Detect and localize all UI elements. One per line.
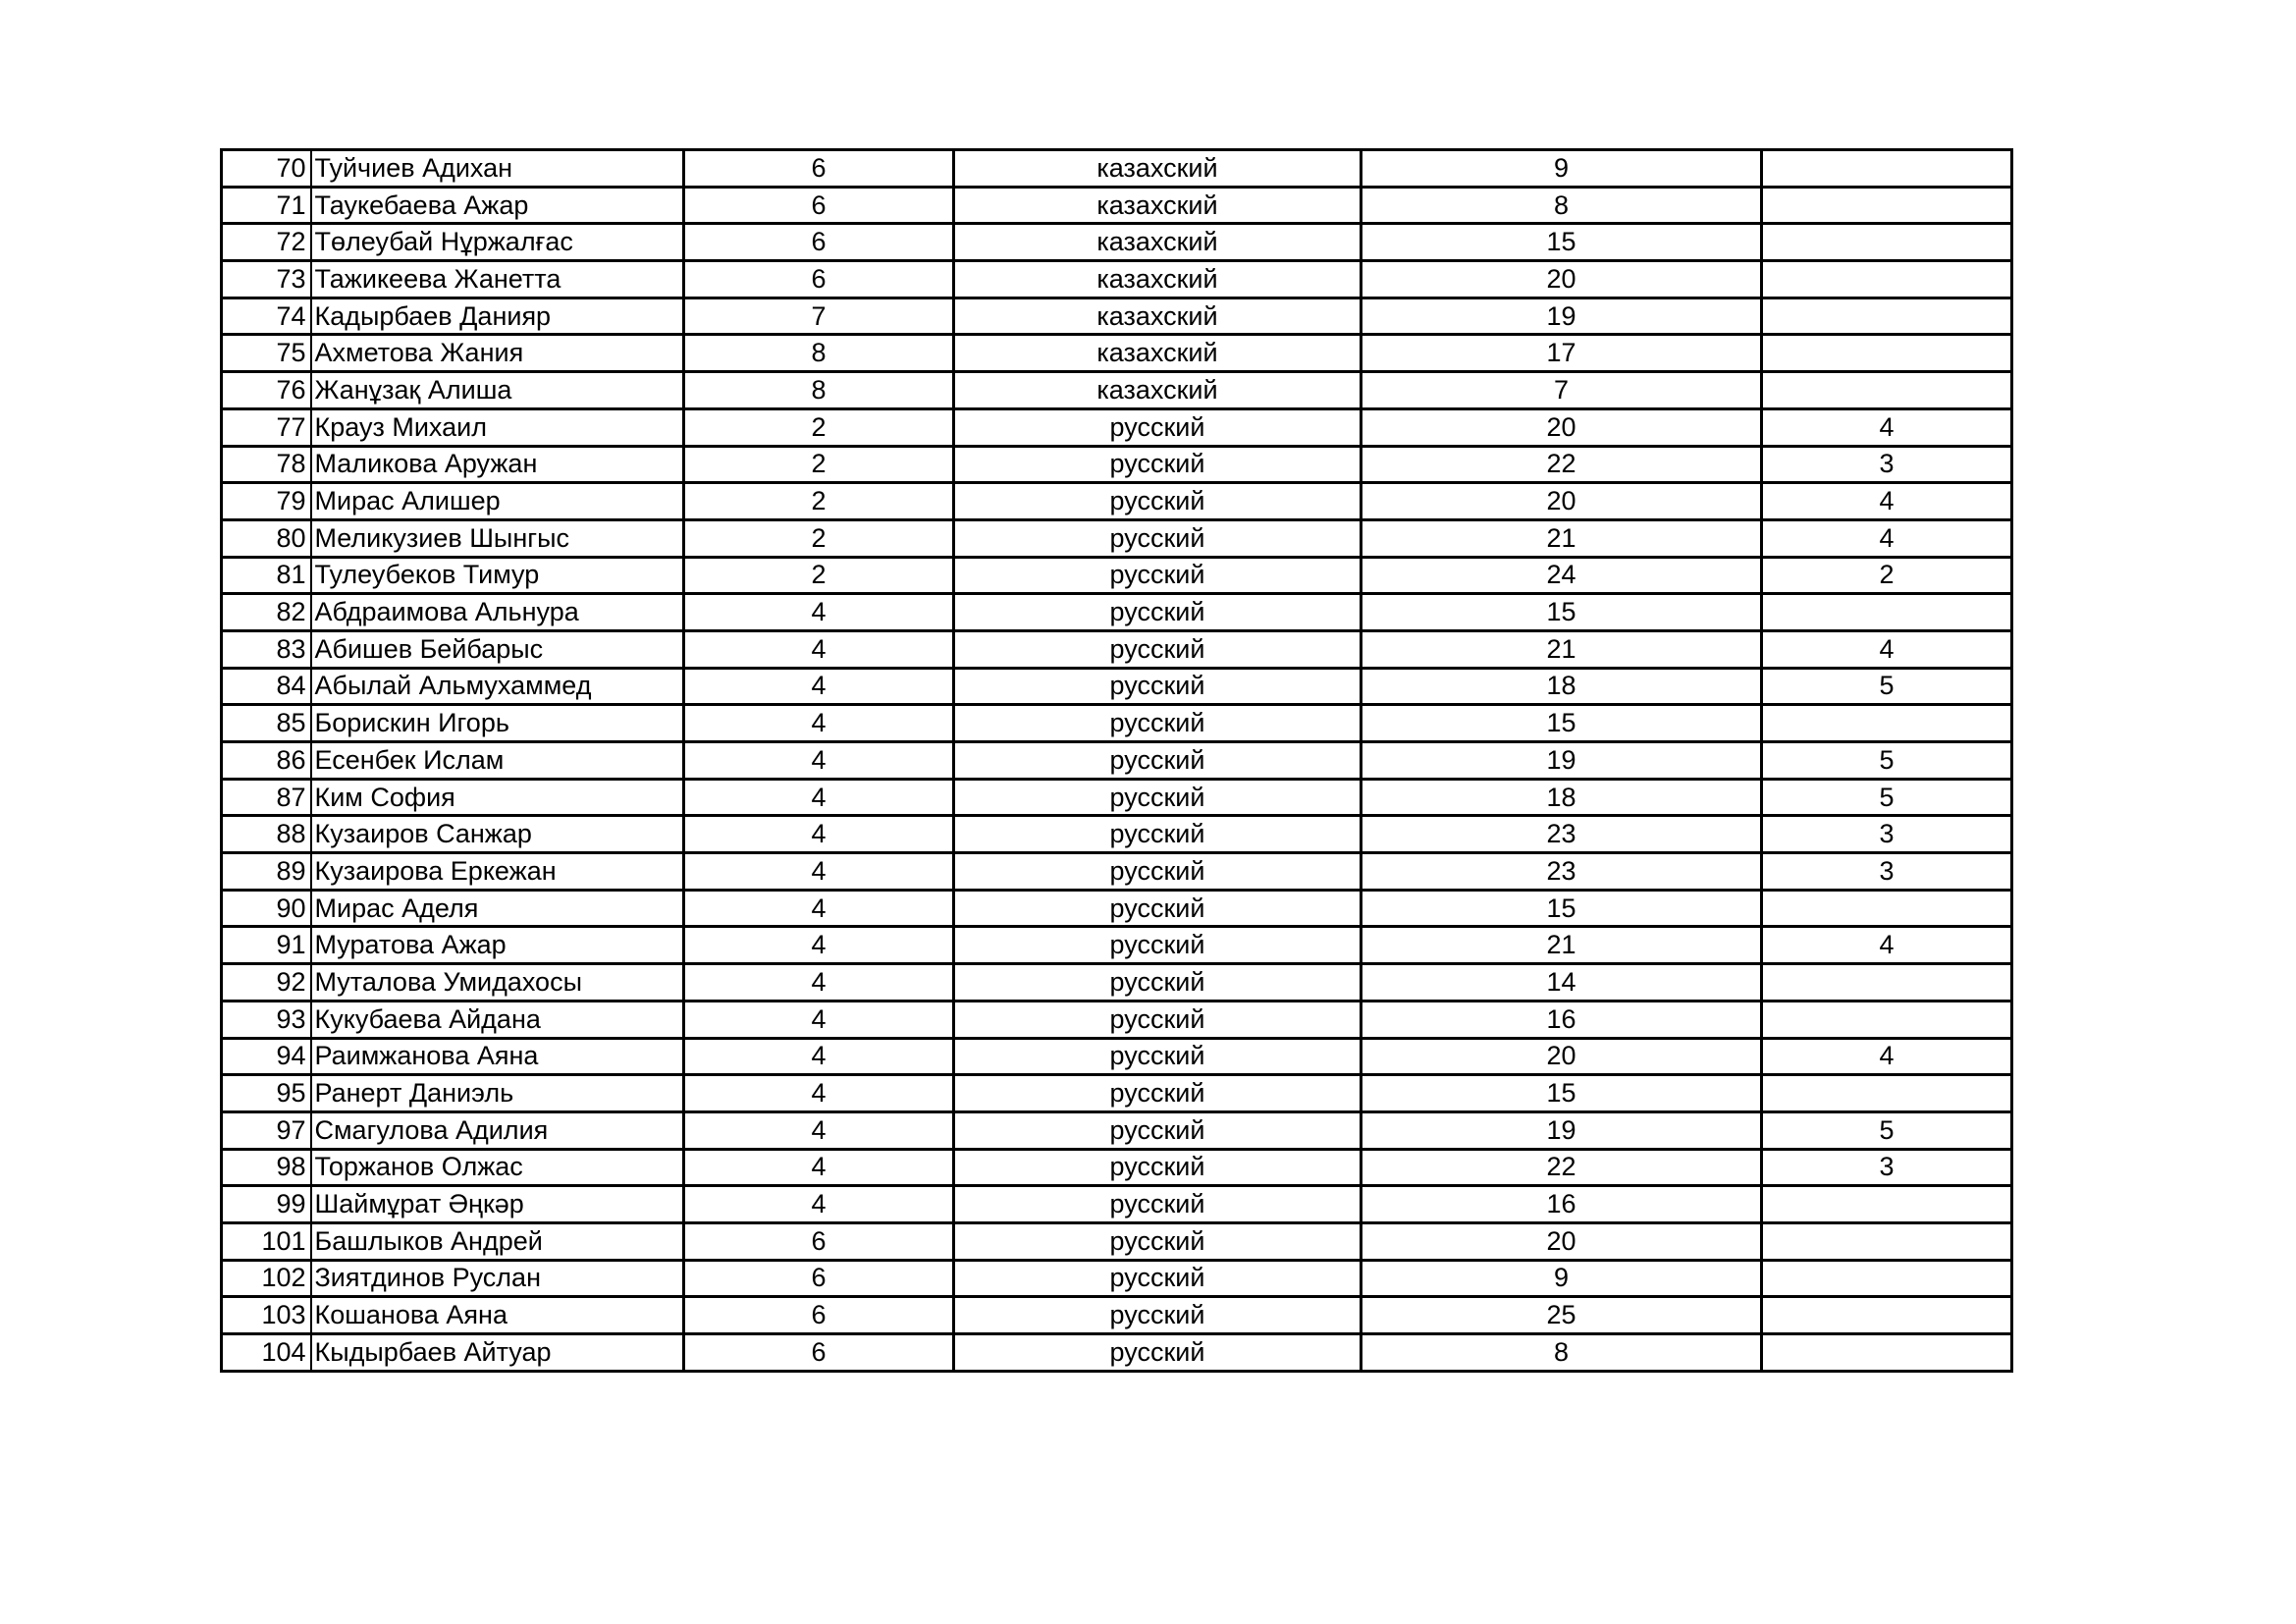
table-row bbox=[222, 408, 2012, 446]
score-cell: 22 bbox=[1362, 1149, 1762, 1186]
student-name-cell: Ким София bbox=[311, 779, 684, 816]
language-cell: русский bbox=[954, 1038, 1362, 1075]
table-row bbox=[222, 1149, 2012, 1186]
language-cell: русский bbox=[954, 890, 1362, 927]
grade-cell: 4 bbox=[684, 927, 954, 964]
row-number-cell: 94 bbox=[222, 1038, 311, 1075]
student-name-cell: Меликузиев Шынгыс bbox=[311, 519, 684, 557]
table-row bbox=[222, 816, 2012, 853]
row-number-cell: 85 bbox=[222, 705, 311, 742]
score-cell: 18 bbox=[1362, 668, 1762, 705]
language-cell: русский bbox=[954, 816, 1362, 853]
grade-cell: 6 bbox=[684, 1334, 954, 1372]
language-cell: русский bbox=[954, 927, 1362, 964]
student-name-cell: Крауз Михаил bbox=[311, 408, 684, 446]
language-cell: русский bbox=[954, 1260, 1362, 1297]
language-cell: русский bbox=[954, 853, 1362, 891]
table-row bbox=[222, 1186, 2012, 1223]
table-row bbox=[222, 927, 2012, 964]
grade-cell: 4 bbox=[684, 1186, 954, 1223]
table-row bbox=[222, 483, 2012, 520]
student-name-cell: Абишев Бейбарыс bbox=[311, 630, 684, 668]
mark-cell: 4 bbox=[1762, 1038, 2012, 1075]
mark-cell: 3 bbox=[1762, 853, 2012, 891]
table-row bbox=[222, 446, 2012, 483]
grade-cell: 4 bbox=[684, 1111, 954, 1149]
student-name-cell: Шаймұрат Әңкәр bbox=[311, 1186, 684, 1223]
language-cell: русский bbox=[954, 1001, 1362, 1038]
grade-cell: 4 bbox=[684, 1075, 954, 1112]
grade-cell: 4 bbox=[684, 816, 954, 853]
table-row bbox=[222, 742, 2012, 780]
student-name-cell: Төлеубай Нұржалғас bbox=[311, 224, 684, 261]
student-name-cell: Торжанов Олжас bbox=[311, 1149, 684, 1186]
grade-cell: 6 bbox=[684, 150, 954, 188]
language-cell: русский bbox=[954, 446, 1362, 483]
score-cell: 15 bbox=[1362, 1075, 1762, 1112]
grade-cell: 4 bbox=[684, 594, 954, 631]
row-number-cell: 82 bbox=[222, 594, 311, 631]
mark-cell bbox=[1762, 1260, 2012, 1297]
table-row bbox=[222, 668, 2012, 705]
table-row bbox=[222, 1001, 2012, 1038]
student-name-cell: Раимжанова Аяна bbox=[311, 1038, 684, 1075]
student-name-cell: Кадырбаев Данияр bbox=[311, 298, 684, 335]
student-name-cell: Кузаиров Санжар bbox=[311, 816, 684, 853]
grade-cell: 6 bbox=[684, 1260, 954, 1297]
mark-cell bbox=[1762, 372, 2012, 409]
student-name-cell: Муратова Ажар bbox=[311, 927, 684, 964]
mark-cell bbox=[1762, 1297, 2012, 1334]
grade-cell: 2 bbox=[684, 519, 954, 557]
score-cell: 20 bbox=[1362, 483, 1762, 520]
row-number-cell: 75 bbox=[222, 335, 311, 372]
language-cell: русский bbox=[954, 1334, 1362, 1372]
language-cell: русский bbox=[954, 483, 1362, 520]
score-cell: 15 bbox=[1362, 890, 1762, 927]
table-row bbox=[222, 557, 2012, 594]
student-name-cell: Муталова Умидахосы bbox=[311, 964, 684, 1001]
mark-cell: 5 bbox=[1762, 668, 2012, 705]
row-number-cell: 93 bbox=[222, 1001, 311, 1038]
score-cell: 7 bbox=[1362, 372, 1762, 409]
language-cell: казахский bbox=[954, 261, 1362, 298]
row-number-cell: 95 bbox=[222, 1075, 311, 1112]
score-cell: 8 bbox=[1362, 1334, 1762, 1372]
student-name-cell: Мирас Алишер bbox=[311, 483, 684, 520]
language-cell: русский bbox=[954, 1149, 1362, 1186]
table-row bbox=[222, 335, 2012, 372]
row-number-cell: 103 bbox=[222, 1297, 311, 1334]
mark-cell bbox=[1762, 705, 2012, 742]
student-name-cell: Туйчиев Адихан bbox=[311, 150, 684, 188]
student-name-cell: Есенбек Ислам bbox=[311, 742, 684, 780]
table-row bbox=[222, 594, 2012, 631]
mark-cell bbox=[1762, 1186, 2012, 1223]
language-cell: русский bbox=[954, 1111, 1362, 1149]
mark-cell bbox=[1762, 1075, 2012, 1112]
score-cell: 16 bbox=[1362, 1186, 1762, 1223]
mark-cell: 4 bbox=[1762, 408, 2012, 446]
table-row bbox=[222, 1222, 2012, 1260]
mark-cell bbox=[1762, 335, 2012, 372]
row-number-cell: 76 bbox=[222, 372, 311, 409]
results-table bbox=[220, 148, 2013, 1373]
mark-cell bbox=[1762, 150, 2012, 188]
language-cell: русский bbox=[954, 557, 1362, 594]
table-row bbox=[222, 853, 2012, 891]
mark-cell bbox=[1762, 594, 2012, 631]
row-number-cell: 73 bbox=[222, 261, 311, 298]
grade-cell: 4 bbox=[684, 1149, 954, 1186]
score-cell: 9 bbox=[1362, 1260, 1762, 1297]
mark-cell bbox=[1762, 1222, 2012, 1260]
score-cell: 20 bbox=[1362, 1222, 1762, 1260]
mark-cell: 5 bbox=[1762, 742, 2012, 780]
language-cell: русский bbox=[954, 742, 1362, 780]
score-cell: 24 bbox=[1362, 557, 1762, 594]
language-cell: русский bbox=[954, 1222, 1362, 1260]
row-number-cell: 86 bbox=[222, 742, 311, 780]
language-cell: казахский bbox=[954, 298, 1362, 335]
student-name-cell: Мирас Аделя bbox=[311, 890, 684, 927]
student-name-cell: Кошанова Аяна bbox=[311, 1297, 684, 1334]
score-cell: 19 bbox=[1362, 742, 1762, 780]
table-row bbox=[222, 298, 2012, 335]
row-number-cell: 91 bbox=[222, 927, 311, 964]
mark-cell bbox=[1762, 1334, 2012, 1372]
grade-cell: 4 bbox=[684, 668, 954, 705]
row-number-cell: 70 bbox=[222, 150, 311, 188]
grade-cell: 4 bbox=[684, 630, 954, 668]
row-number-cell: 88 bbox=[222, 816, 311, 853]
mark-cell: 4 bbox=[1762, 630, 2012, 668]
language-cell: русский bbox=[954, 1297, 1362, 1334]
row-number-cell: 80 bbox=[222, 519, 311, 557]
language-cell: русский bbox=[954, 1186, 1362, 1223]
table-row bbox=[222, 1260, 2012, 1297]
row-number-cell: 97 bbox=[222, 1111, 311, 1149]
row-number-cell: 74 bbox=[222, 298, 311, 335]
language-cell: русский bbox=[954, 964, 1362, 1001]
grade-cell: 2 bbox=[684, 557, 954, 594]
student-name-cell: Абдраимова Альнура bbox=[311, 594, 684, 631]
grade-cell: 6 bbox=[684, 1222, 954, 1260]
grade-cell: 4 bbox=[684, 890, 954, 927]
grade-cell: 2 bbox=[684, 446, 954, 483]
student-name-cell: Зиятдинов Руслан bbox=[311, 1260, 684, 1297]
student-name-cell: Маликова Аружан bbox=[311, 446, 684, 483]
mark-cell: 4 bbox=[1762, 519, 2012, 557]
row-number-cell: 90 bbox=[222, 890, 311, 927]
table-row bbox=[222, 519, 2012, 557]
row-number-cell: 79 bbox=[222, 483, 311, 520]
mark-cell bbox=[1762, 1001, 2012, 1038]
mark-cell bbox=[1762, 890, 2012, 927]
mark-cell: 3 bbox=[1762, 1149, 2012, 1186]
score-cell: 20 bbox=[1362, 261, 1762, 298]
row-number-cell: 89 bbox=[222, 853, 311, 891]
score-cell: 17 bbox=[1362, 335, 1762, 372]
mark-cell: 3 bbox=[1762, 446, 2012, 483]
row-number-cell: 87 bbox=[222, 779, 311, 816]
row-number-cell: 92 bbox=[222, 964, 311, 1001]
grade-cell: 2 bbox=[684, 483, 954, 520]
score-cell: 19 bbox=[1362, 298, 1762, 335]
score-cell: 20 bbox=[1362, 1038, 1762, 1075]
student-name-cell: Тажикеева Жанетта bbox=[311, 261, 684, 298]
grade-cell: 4 bbox=[684, 705, 954, 742]
score-cell: 15 bbox=[1362, 594, 1762, 631]
grade-cell: 6 bbox=[684, 1297, 954, 1334]
mark-cell bbox=[1762, 964, 2012, 1001]
mark-cell bbox=[1762, 261, 2012, 298]
student-name-cell: Тулеубеков Тимур bbox=[311, 557, 684, 594]
row-number-cell: 83 bbox=[222, 630, 311, 668]
grade-cell: 4 bbox=[684, 964, 954, 1001]
student-name-cell: Жанұзақ Алиша bbox=[311, 372, 684, 409]
language-cell: русский bbox=[954, 408, 1362, 446]
row-number-cell: 81 bbox=[222, 557, 311, 594]
score-cell: 9 bbox=[1362, 150, 1762, 188]
grade-cell: 6 bbox=[684, 187, 954, 224]
score-cell: 21 bbox=[1362, 519, 1762, 557]
mark-cell: 2 bbox=[1762, 557, 2012, 594]
table-row bbox=[222, 150, 2012, 188]
mark-cell: 3 bbox=[1762, 816, 2012, 853]
language-cell: русский bbox=[954, 1075, 1362, 1112]
table-row bbox=[222, 630, 2012, 668]
row-number-cell: 99 bbox=[222, 1186, 311, 1223]
student-name-cell: Таукебаева Ажар bbox=[311, 187, 684, 224]
grade-cell: 8 bbox=[684, 372, 954, 409]
score-cell: 22 bbox=[1362, 446, 1762, 483]
student-name-cell: Кузаирова Еркежан bbox=[311, 853, 684, 891]
mark-cell: 5 bbox=[1762, 779, 2012, 816]
language-cell: русский bbox=[954, 779, 1362, 816]
student-name-cell: Башлыков Андрей bbox=[311, 1222, 684, 1260]
table-row bbox=[222, 1038, 2012, 1075]
row-number-cell: 104 bbox=[222, 1334, 311, 1372]
mark-cell bbox=[1762, 224, 2012, 261]
grade-cell: 4 bbox=[684, 853, 954, 891]
mark-cell: 4 bbox=[1762, 927, 2012, 964]
score-cell: 23 bbox=[1362, 853, 1762, 891]
score-cell: 8 bbox=[1362, 187, 1762, 224]
student-name-cell: Кукубаева Айдана bbox=[311, 1001, 684, 1038]
grade-cell: 4 bbox=[684, 742, 954, 780]
score-cell: 25 bbox=[1362, 1297, 1762, 1334]
table-row bbox=[222, 1075, 2012, 1112]
student-name-cell: Ахметова Жания bbox=[311, 335, 684, 372]
score-cell: 21 bbox=[1362, 630, 1762, 668]
table-row bbox=[222, 705, 2012, 742]
language-cell: казахский bbox=[954, 372, 1362, 409]
table-row bbox=[222, 372, 2012, 409]
grade-cell: 4 bbox=[684, 1038, 954, 1075]
student-name-cell: Абылай Альмухаммед bbox=[311, 668, 684, 705]
table-row bbox=[222, 224, 2012, 261]
score-cell: 15 bbox=[1362, 705, 1762, 742]
row-number-cell: 98 bbox=[222, 1149, 311, 1186]
table-row bbox=[222, 890, 2012, 927]
language-cell: русский bbox=[954, 705, 1362, 742]
score-cell: 21 bbox=[1362, 927, 1762, 964]
row-number-cell: 102 bbox=[222, 1260, 311, 1297]
language-cell: русский bbox=[954, 630, 1362, 668]
mark-cell: 4 bbox=[1762, 483, 2012, 520]
table-row bbox=[222, 779, 2012, 816]
language-cell: казахский bbox=[954, 187, 1362, 224]
language-cell: русский bbox=[954, 519, 1362, 557]
mark-cell bbox=[1762, 187, 2012, 224]
score-cell: 15 bbox=[1362, 224, 1762, 261]
table-row bbox=[222, 261, 2012, 298]
table-row bbox=[222, 964, 2012, 1001]
row-number-cell: 72 bbox=[222, 224, 311, 261]
language-cell: казахский bbox=[954, 150, 1362, 188]
row-number-cell: 77 bbox=[222, 408, 311, 446]
student-name-cell: Ранерт Даниэль bbox=[311, 1075, 684, 1112]
table-row bbox=[222, 1111, 2012, 1149]
grade-cell: 4 bbox=[684, 1001, 954, 1038]
row-number-cell: 101 bbox=[222, 1222, 311, 1260]
student-name-cell: Борискин Игорь bbox=[311, 705, 684, 742]
grade-cell: 2 bbox=[684, 408, 954, 446]
grade-cell: 8 bbox=[684, 335, 954, 372]
language-cell: русский bbox=[954, 594, 1362, 631]
score-cell: 19 bbox=[1362, 1111, 1762, 1149]
row-number-cell: 78 bbox=[222, 446, 311, 483]
grade-cell: 7 bbox=[684, 298, 954, 335]
student-name-cell: Смагулова Адилия bbox=[311, 1111, 684, 1149]
language-cell: русский bbox=[954, 668, 1362, 705]
student-name-cell: Кыдырбаев Айтуар bbox=[311, 1334, 684, 1372]
grade-cell: 6 bbox=[684, 261, 954, 298]
score-cell: 20 bbox=[1362, 408, 1762, 446]
results-table-body bbox=[222, 150, 2012, 1372]
language-cell: казахский bbox=[954, 224, 1362, 261]
row-number-cell: 84 bbox=[222, 668, 311, 705]
score-cell: 16 bbox=[1362, 1001, 1762, 1038]
grade-cell: 6 bbox=[684, 224, 954, 261]
table-row bbox=[222, 1297, 2012, 1334]
mark-cell bbox=[1762, 298, 2012, 335]
language-cell: казахский bbox=[954, 335, 1362, 372]
table-row bbox=[222, 1334, 2012, 1372]
row-number-cell: 71 bbox=[222, 187, 311, 224]
table-row bbox=[222, 187, 2012, 224]
mark-cell: 5 bbox=[1762, 1111, 2012, 1149]
score-cell: 23 bbox=[1362, 816, 1762, 853]
score-cell: 14 bbox=[1362, 964, 1762, 1001]
score-cell: 18 bbox=[1362, 779, 1762, 816]
grade-cell: 4 bbox=[684, 779, 954, 816]
